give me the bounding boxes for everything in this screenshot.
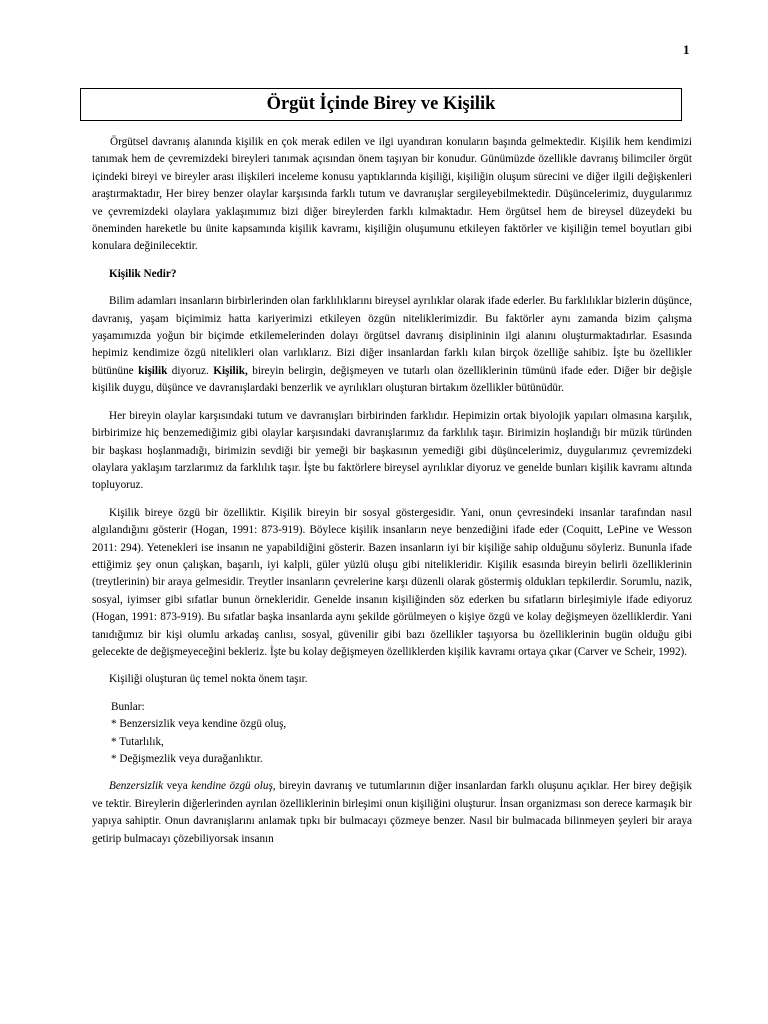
intro-paragraph: Örgütsel davranış alanında kişilik en çok merak edilen ve ilgi uyandıran konuların başında gelmektedir. Kişilik hem kendimizi tanımak hem de çevremizdeki bireyleri tanımak açısından önem taşıyan bir konudur. Günümüzde özellikle davranış bilimciler örgüt içindeki bireyi ve bireyler arası ilişkileri inceleme konusu yaptıklarında kişiliği, kişiliğin oluşum sürecini ve diğer ilgili değişkenleri araştırmaktadır, Her birey benzer olaylar karşısında farklı tutum ve davranışlar sergileyebilmektedir. Düşüncelerimiz, duygularımız ve çevremizdeki olaylara yaklaşımımız bizi diğer bireylerden farklı kılmaktadır. Hem örgütsel hem de bireysel düzeydeki bu öneminden hareketle bu ünite kapsamında kişilik kavramı, kişiliğin oluşumunu etkileyen faktörler ve kişiliğin temel boyutları gibi konulara değinilecektir. (92, 136, 692, 253)
p1-text-a: Bilim adamları insanların birbirlerinden olan farklılıklarını bireysel ayrılıklar olarak ifade ederler. Bu farklılıklar bizlerin düşünce, davranış, yaşam biçimimiz hatta kariyerimizi etkileyen özgün niteliklerimizdir. Bu faktörler aynı zamanda bizim çalışma yaşamımızda yoğun bir biçimde etkilemelerinden dolayı örgütsel davranış disiplininin ilgi alanını oluşturmaktadırlar. Esasında hepimiz kendimize özgü nitelikleri olan varlıklarız. Bizi diğer insanlardan farklı kılan birçok özelliğe sahibiz. İşte bu özellikler bütününe (92, 295, 692, 377)
paragraph-uniqueness (92, 778, 692, 848)
trait-list (92, 699, 692, 769)
list-intro: Bunlar: (111, 700, 145, 713)
paragraph-definition (92, 293, 692, 397)
paragraph-traits: Kişilik bireye özgü bir özelliktir. Kişilik bireyin bir sosyal göstergesidir. Yani, onun çevresindeki insanlar tarafından nasıl algılandığını gösterir (Hogan, 1991: 873-919). Böylece kişilik insanların neye benzediğini ifade eder (Coquitt, LePine ve Wesson 2011: 294). Yetenekleri ise insanın ne yapabildiğini gösterir. Bazen insanların iyi bir kişiliğe sahip olduğunu söyleriz. Bununla ifade ettiğimiz şey onun çalışkan, başarılı, iyi kalpli, güler yüzlü oluşu gibi nitelikleridir. Kişilik esasında bireyin belirli özelliklerinin (treytlerinin) bir araya gelmesidir. Treytler insanların çevrelerine karşı düzenli olarak göstermiş oldukları tepkilerdir. Sorumlu, nazik, sosyal, iyimser gibi sıfatlar bunun örnekleridir. Genelde insanın kişiliğinden söz ederken bu sıfatların birleşimiyle ifade ediyoruz (Hogan, 1991: 873-919). Bu sıfatlar başka insanlarda aynı şekilde görülmeyen o kişiye özgü ve kolay değişmeyen özelliklerdir. Yani tanıdığımız bir kişi olumlu arkadaş canlısı, sosyal, güvenilir gibi bazı özellikler taşıyorsa bu özelliklerinin bugün olduğu gibi gelecekte de değişmeyeceğini bekleriz. İşte bu kolay değişmeyen özelliklerden kişilik kavramı ortaya çıkar (Carver ve Scheir, 1992). (92, 506, 692, 658)
section-heading: Kişilik Nedir? (109, 267, 177, 280)
list-item: * Benzersizlik veya kendine özgü oluş, (111, 718, 287, 731)
p1-bold-term: kişilik (138, 364, 168, 377)
p5-text-b: bireyin davranış ve tutumlarının diğer insanlardan farklı oluşunu açıklar. Her birey değişik ve tektir. Bireylerin diğerlerinden ayrılan özelliklerinin birleşimi onun kişiliğini oluşturur. İnsan organizması son derece karmaşık bir yapıya sahiptir. Onun davranışlarını anlamak tıpkı bir bulmacayı çözmeye benzer. Nasıl bir bulmacada bilinmeyen şeyleri bir araya getirip bulmacayı çözebiliyorsak insanın (92, 780, 693, 845)
list-item: * Tutarlılık, (111, 735, 164, 748)
p1-text-b: diyoruz. (167, 364, 214, 377)
paragraph-differences: Her bireyin olaylar karşısındaki tutum ve davranışları birbirinden farklıdır. Hepimizin ortak biyolojik yapıları olmasına karşılık, birbirimize hiç benzemediğimiz gibi olaylar karşısındaki davranışlarımız da farklılık taşır. Birimizin hoşlandığı bir müzik türünden bir başkası hoşlanmadığı, birimizin sevdiği bir yemeği bir başkasının yemediği gibi düşüncelerimiz, duygularımız çevremizdeki olaylara yaklaşım tarzlarımız da farklılık taşır. İşte bu faktörlere bireysel ayrılıklar diyoruz ve genelde bunları kişilik kavramı altında topluyoruz. (92, 409, 692, 492)
p5-italic-term-2: kendine özgü oluş, (191, 780, 276, 793)
list-item: * Değişmezlik veya durağanlıktır. (111, 753, 263, 765)
title-text: Örgüt İçinde Birey ve Kişilik (266, 94, 496, 114)
p5-italic-term: Benzersizlik (109, 780, 164, 793)
p5-text-a: veya (163, 780, 192, 793)
page-title (80, 88, 682, 121)
page-number: 1 (683, 42, 690, 57)
p1-text-c: bireyin belirgin, değişmeyen ve tutarlı olan özelliklerinin tümünü ifade eder. Diğer bir değişle kişilik duygu, düşünce ve davranışlardaki benzerlik ve ayrılıkları oluşturan birtakım özellikler bütünüdür. (92, 364, 693, 395)
p1-bold-term-2: Kişilik, (213, 364, 248, 377)
document-body (92, 134, 692, 848)
paragraph-three-points: Kişiliği oluşturan üç temel nokta önem taşır. (109, 673, 308, 686)
